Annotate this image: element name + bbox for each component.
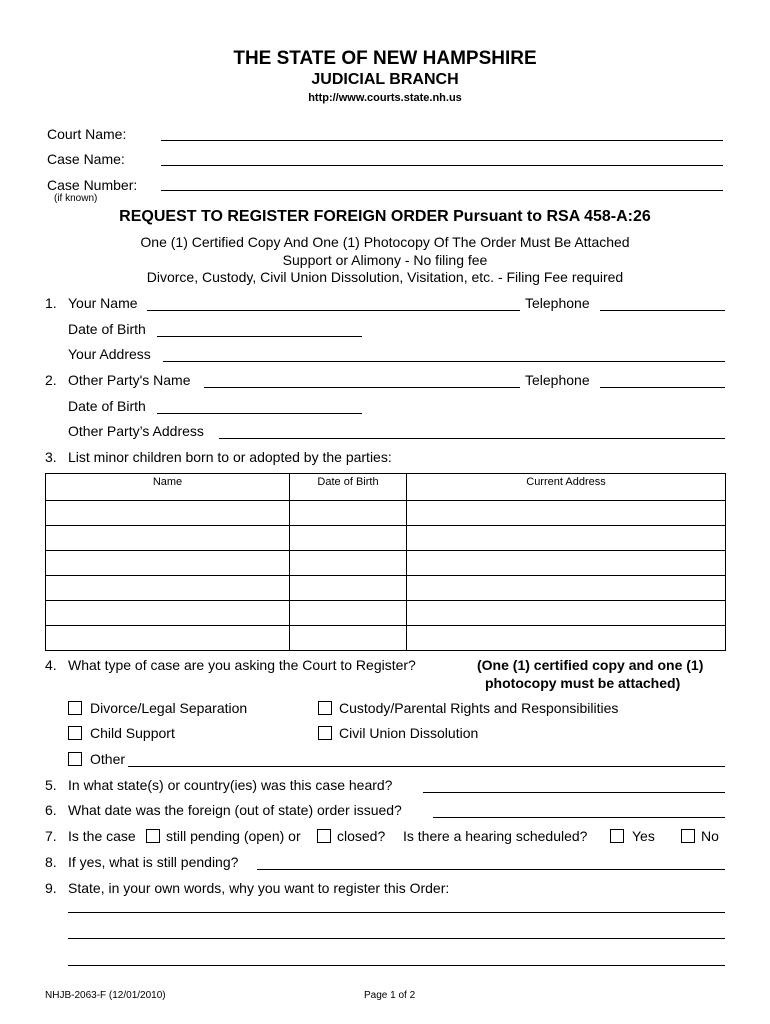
q7-is-case: Is the case <box>68 828 136 844</box>
custody-checkbox[interactable] <box>318 701 332 715</box>
child-address-cell[interactable] <box>407 551 726 576</box>
court-state-title: THE STATE OF NEW HAMPSHIRE <box>233 48 537 69</box>
child-address-cell[interactable] <box>407 601 726 626</box>
your-telephone-label: Telephone <box>525 295 590 311</box>
q1-number: 1. <box>45 295 57 311</box>
court-name-field[interactable] <box>161 126 723 141</box>
hearing-yes-checkbox[interactable] <box>610 829 624 843</box>
civil-union-label: Civil Union Dissolution <box>339 725 479 741</box>
child-name-cell[interactable] <box>46 601 290 626</box>
q2-number: 2. <box>45 372 57 388</box>
other-telephone-label: Telephone <box>525 372 590 388</box>
reason-line-2[interactable] <box>68 924 725 939</box>
other-checkbox[interactable] <box>68 752 82 766</box>
q6-text: What date was the foreign (out of state) order issued? <box>68 802 402 818</box>
q3-number: 3. <box>45 449 57 465</box>
court-url-link[interactable]: http://www.courts.state.nh.us <box>308 92 462 104</box>
table-row <box>46 576 726 601</box>
your-name-field[interactable] <box>147 296 520 311</box>
still-pending-field[interactable] <box>257 855 725 870</box>
child-name-cell[interactable] <box>46 526 290 551</box>
pending-label: still pending (open) or <box>166 828 301 844</box>
reason-line-3[interactable] <box>68 951 725 966</box>
court-name-label: Court Name: <box>47 126 127 142</box>
other-address-label: Other Party’s Address <box>68 423 204 439</box>
other-label: Other <box>90 751 126 767</box>
other-dob-field[interactable] <box>157 399 362 414</box>
your-telephone-field[interactable] <box>600 296 725 311</box>
child-dob-cell[interactable] <box>290 601 407 626</box>
q9-text: State, in your own words, why you want to register this Order: <box>68 880 450 896</box>
child-address-cell[interactable] <box>407 576 726 601</box>
custody-label: Custody/Parental Rights and Responsibilities <box>339 700 619 716</box>
closed-label: closed? <box>337 828 386 844</box>
civil-union-checkbox[interactable] <box>318 726 332 740</box>
child-dob-cell[interactable] <box>290 551 407 576</box>
q8-text: If yes, what is still pending? <box>68 854 239 870</box>
other-party-name-label: Other Party's Name <box>68 372 191 388</box>
q8-number: 8. <box>45 854 57 870</box>
other-telephone-field[interactable] <box>600 373 725 388</box>
children-table-header <box>46 474 726 501</box>
child-address-cell[interactable] <box>407 526 726 551</box>
col-address-header: Current Address <box>407 474 726 501</box>
note-certified-copy: One (1) Certified Copy And One (1) Photocopy Of The Order Must Be Attached <box>140 234 630 250</box>
your-name-label: Your Name <box>68 295 138 311</box>
child-dob-cell[interactable] <box>290 501 407 526</box>
q9-number: 9. <box>45 880 57 896</box>
hearing-yes-label: Yes <box>632 828 655 844</box>
table-row <box>46 526 726 551</box>
your-dob-label: Date of Birth <box>68 321 146 337</box>
hearing-no-checkbox[interactable] <box>681 829 695 843</box>
form-id: NHJB-2063-F (12/01/2010) <box>45 990 166 1001</box>
your-dob-field[interactable] <box>157 322 362 337</box>
closed-checkbox[interactable] <box>317 829 331 843</box>
q7-number: 7. <box>45 828 57 844</box>
case-number-label: Case Number: <box>47 177 138 193</box>
child-address-cell[interactable] <box>407 626 726 651</box>
hearing-no-label: No <box>701 828 719 844</box>
other-dob-label: Date of Birth <box>68 398 146 414</box>
note-filing-fee: Divorce, Custody, Civil Union Dissolution, Visitation, etc. - Filing Fee required <box>146 269 624 285</box>
note-support-fee: Support or Alimony - No filing fee <box>282 252 488 268</box>
case-heard-location-field[interactable] <box>423 778 725 793</box>
your-address-label: Your Address <box>68 346 151 362</box>
q4-text: What type of case are you asking the Court to Register? <box>68 657 416 673</box>
table-row <box>46 501 726 526</box>
other-address-field[interactable] <box>219 424 725 439</box>
table-row <box>46 601 726 626</box>
divorce-label: Divorce/Legal Separation <box>90 700 248 716</box>
form-title: REQUEST TO REGISTER FOREIGN ORDER Pursuant to RSA 458-A:26 <box>119 208 651 225</box>
q4-note-line2: photocopy must be attached) <box>485 675 681 691</box>
child-name-cell[interactable] <box>46 576 290 601</box>
child-dob-cell[interactable] <box>290 526 407 551</box>
if-known-note: (if known) <box>54 193 98 204</box>
q5-text: In what state(s) or country(ies) was this case heard? <box>68 777 393 793</box>
other-party-name-field[interactable] <box>204 373 520 388</box>
case-name-field[interactable] <box>161 151 723 166</box>
child-support-checkbox[interactable] <box>68 726 82 740</box>
page-number: Page 1 of 2 <box>364 990 416 1001</box>
q3-text: List minor children born to or adopted by the parties: <box>68 449 392 465</box>
table-row <box>46 626 726 651</box>
q4-note-line1: (One (1) certified copy and one (1) <box>477 657 704 673</box>
child-name-cell[interactable] <box>46 551 290 576</box>
pending-checkbox[interactable] <box>146 829 160 843</box>
judicial-branch-title: JUDICIAL BRANCH <box>311 71 459 88</box>
col-dob-header: Date of Birth <box>290 474 407 501</box>
children-table <box>45 473 726 651</box>
child-name-cell[interactable] <box>46 626 290 651</box>
other-case-field[interactable] <box>128 752 725 767</box>
q4-number: 4. <box>45 657 57 673</box>
case-name-label: Case Name: <box>47 151 125 167</box>
child-dob-cell[interactable] <box>290 576 407 601</box>
child-name-cell[interactable] <box>46 501 290 526</box>
child-address-cell[interactable] <box>407 501 726 526</box>
reason-line-1[interactable] <box>68 898 725 913</box>
q6-number: 6. <box>45 802 57 818</box>
divorce-checkbox[interactable] <box>68 701 82 715</box>
case-number-field[interactable] <box>161 176 723 191</box>
child-dob-cell[interactable] <box>290 626 407 651</box>
order-date-field[interactable] <box>433 803 725 818</box>
child-support-label: Child Support <box>90 725 175 741</box>
your-address-field[interactable] <box>163 347 725 362</box>
q5-number: 5. <box>45 777 57 793</box>
col-name-header: Name <box>46 474 290 501</box>
hearing-question: Is there a hearing scheduled? <box>403 828 588 844</box>
table-row <box>46 551 726 576</box>
